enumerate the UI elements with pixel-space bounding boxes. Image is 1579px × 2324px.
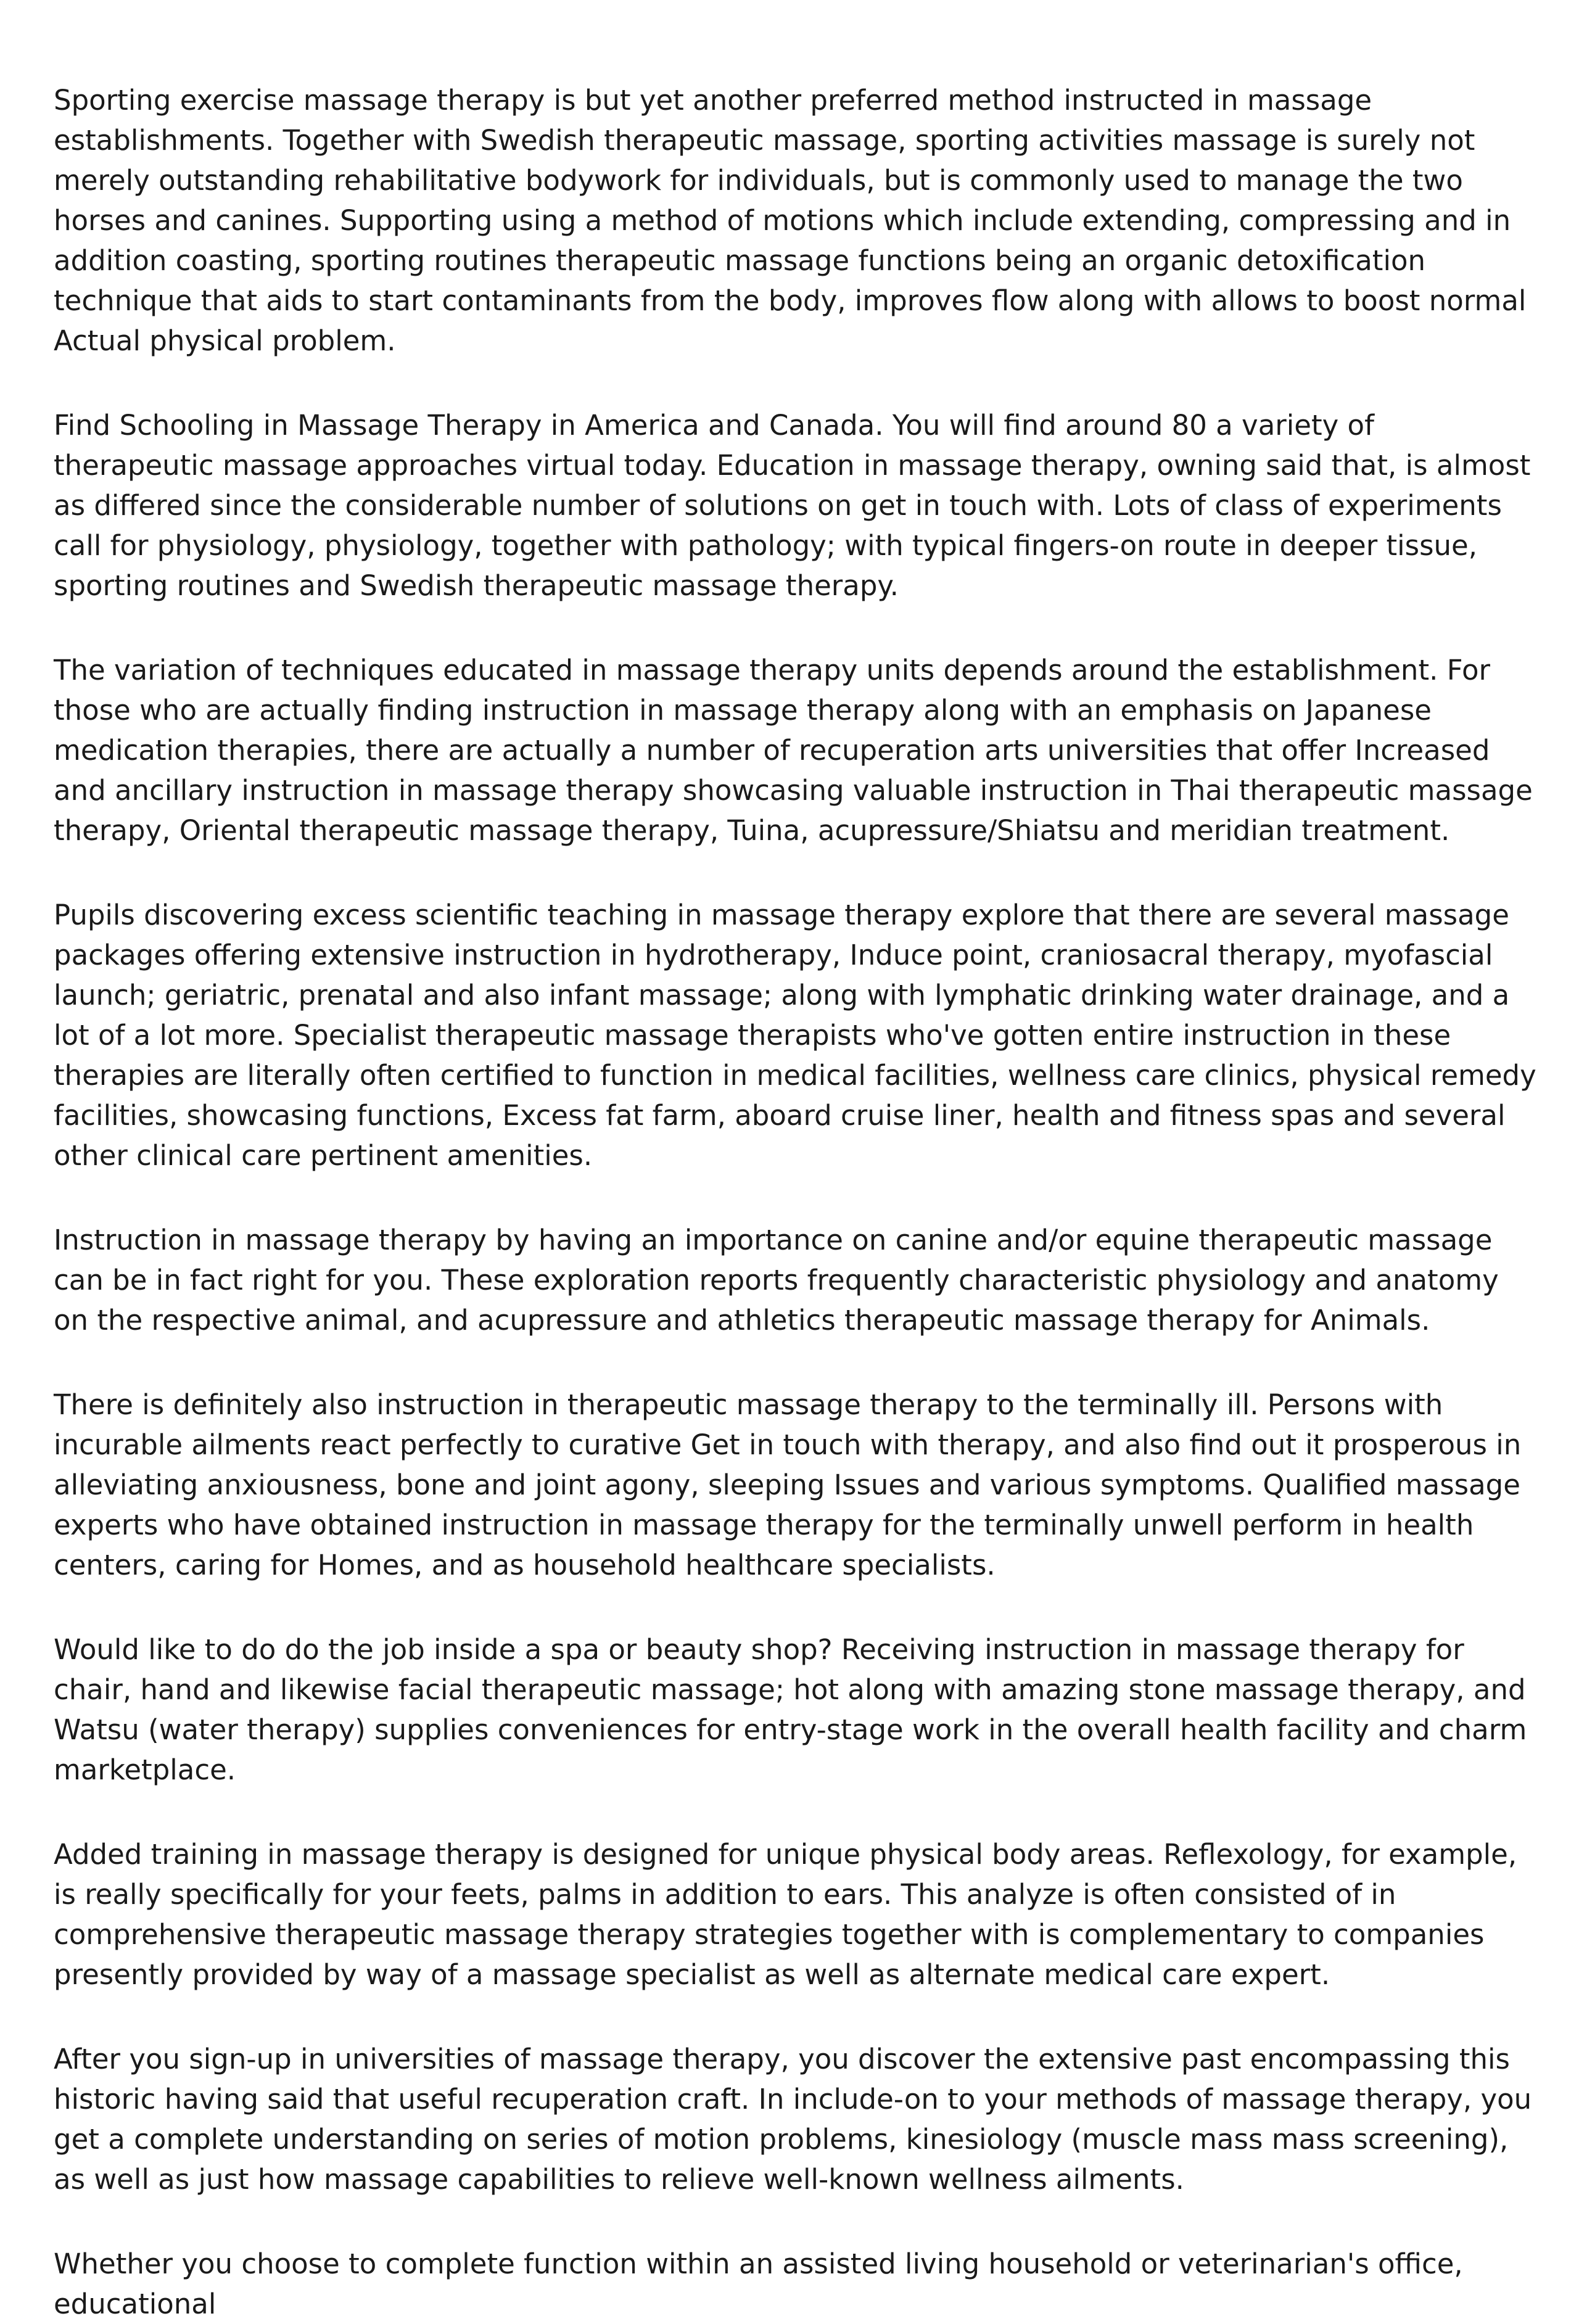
article-body [54, 80, 1540, 2324]
paragraph-techniques-variation: The variation of techniques educated in massage therapy units depends around the establishment. For those who are actually finding instruction in massage therapy along with an emphasis on Japanese medication therapies, there are actually a number of recuperation arts universities that offer Increased and ancillary instruction in massage therapy showcasing valuable instruction in Thai therapeutic massage therapy, Oriental therapeutic massage therapy, Tuina, acupressure/Shiatsu and meridian treatment. [54, 654, 1533, 847]
paragraph-animal-massage: Instruction in massage therapy by having an importance on canine and/or equine therapeutic massage can be in fact right for you. These exploration reports frequently characteristic physiology and anatomy on the respective animal, and acupressure and athletics therapeutic massage therapy for Animals. [54, 1224, 1499, 1337]
paragraph-spa-work: Would like to do do the job inside a spa or beauty shop? Receiving instruction in massage therapy for chair, hand and likewise facial therapeutic massage; hot along with amazing stone massage therapy, and Watsu (water therapy) supplies conveniences for entry-stage work in the overall health facility and charm marketplace. [54, 1633, 1527, 1786]
paragraph-clinical-teaching: Pupils discovering excess scientific teaching in massage therapy explore that there are several massage packages offering extensive instruction in hydrotherapy, Induce point, craniosacral therapy, myofascial launch; geriatric, prenatal and also infant massage; along with lymphatic drinking water drainage, and a lot of a lot more. Specialist therapeutic massage therapists who've gotten entire instruction in these therapies are literally often certified to function in medical facilities, wellness care clinics, physical remedy facilities, showcasing functions, Excess fat farm, aboard cruise liner, health and fitness spas and several other clinical care pertinent amenities. [54, 899, 1536, 1172]
paragraph-terminally-ill: There is definitely also instruction in therapeutic massage therapy to the terminally ill. Persons with incurable ailments react perfectly to curative Get in touch with therapy, and also find out it prosperous in alleviating anxiousness, bone and joint agony, sleeping Issues and various symptoms. Qualified massage experts who have obtained instruction in massage therapy for the terminally unwell perform in health centers, caring for Homes, and as household healthcare specialists. [54, 1388, 1522, 1581]
paragraph-sports-massage: Sporting exercise massage therapy is but yet another preferred method instructed in massage establishments. Together with Swedish therapeutic massage, sporting activities massage is surely not merely outstanding rehabilitative bodywork for individuals, but is commonly used to manage the two horses and canines. Supporting using a method of motions which include extending, compressing and in addition coasting, sporting routines therapeutic massage functions being an organic detoxification technique that aids to start contaminants from the body, improves flow along with allows to boost normal Actual physical problem. [54, 84, 1527, 357]
paragraph-body-areas: Added training in massage therapy is designed for unique physical body areas. Reflexology, for example, is really specifically for your feets, palms in addition to ears. This analyze is often consisted of in comprehensive therapeutic massage therapy strategies together with is complementary to companies presently provided by way of a massage specialist as well as alternate medical care expert. [54, 1838, 1517, 1991]
paragraph-closing-partial: Whether you choose to complete function within an assisted living household or veterinarian's office, educational [54, 2248, 1463, 2320]
paragraph-schooling: Find Schooling in Massage Therapy in America and Canada. You will find around 80 a variety of therapeutic massage approaches virtual today. Education in massage therapy, owning said that, is almost as differed since the considerable number of solutions on get in touch with. Lots of class of experiments call for physiology, physiology, together with pathology; with typical fingers-on route in deeper tissue, sporting routines and Swedish therapeutic massage therapy. [54, 409, 1531, 602]
paragraph-universities: After you sign-up in universities of massage therapy, you discover the extensive past encompassing this historic having said that useful recuperation craft. In include-on to your methods of massage therapy, you get a complete understanding on series of motion problems, kinesiology (muscle mass mass screening), as well as just how massage capabilities to relieve well-known wellness ailments. [54, 2043, 1532, 2196]
